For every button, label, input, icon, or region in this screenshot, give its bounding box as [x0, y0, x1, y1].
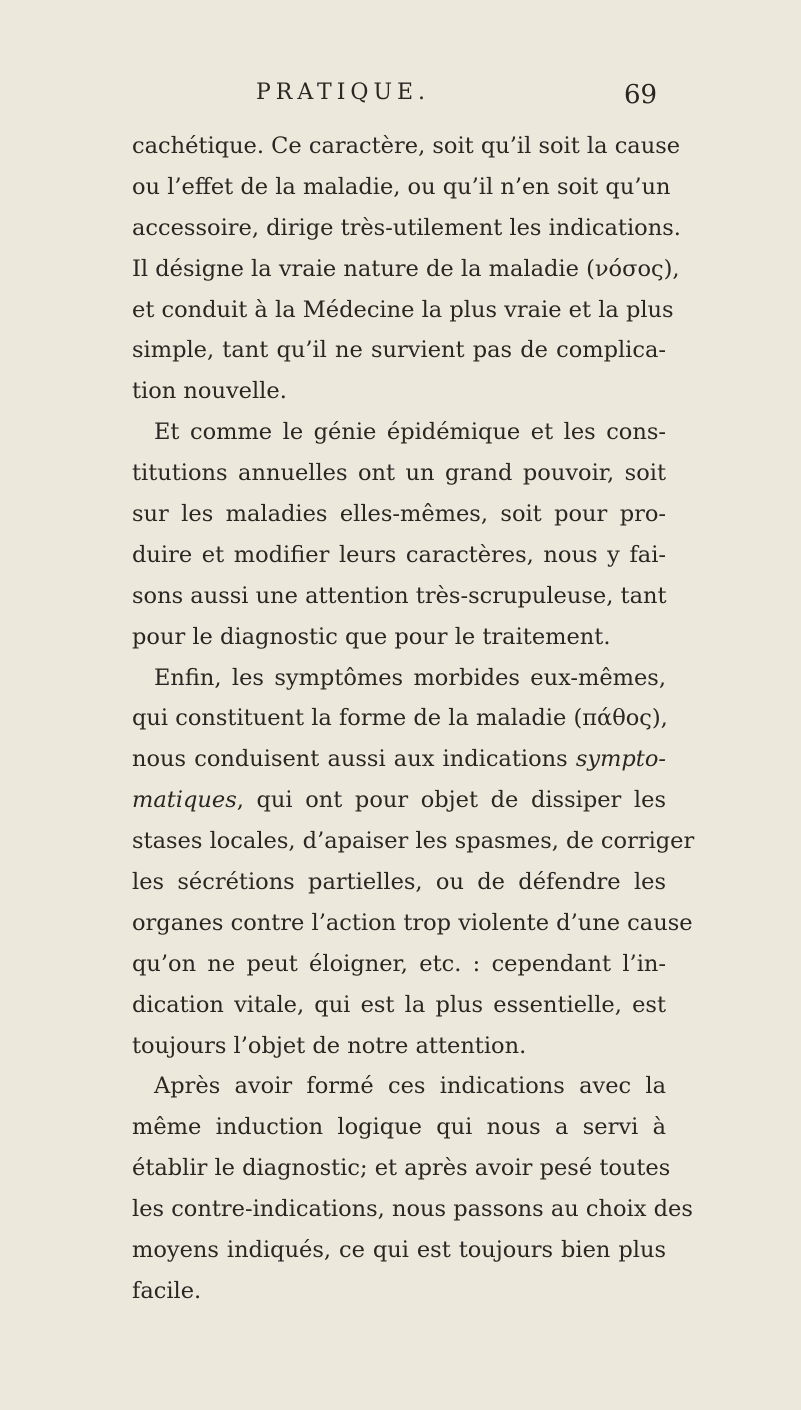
- text-line: titutions annuelles ont un grand pouvoir, soit: [132, 460, 666, 487]
- page-number: 69: [624, 80, 658, 110]
- text-line: Et comme le génie épidémique et les cons-: [154, 419, 666, 446]
- text-line: établir le diagnostic; et après avoir pesé toutes: [132, 1155, 671, 1182]
- text-line: [132, 780, 666, 821]
- italic-term: sympto-: [575, 746, 666, 773]
- text-line: et conduit à la Médecine la plus vraie et la plus: [132, 296, 674, 323]
- text-line: duire et modifier leurs caractères, nous y fai-: [132, 541, 666, 568]
- text-line: cachétique. Ce caractère, soit qu’il soit la cause: [132, 133, 681, 159]
- text-line: les contre-indications, nous passons au choix des: [132, 1196, 693, 1223]
- text-line: même induction logique qui nous a servi à: [132, 1114, 666, 1141]
- text-line: Après avoir formé ces indications avec la: [154, 1073, 666, 1100]
- text-line: tion nouvelle.: [132, 378, 287, 405]
- text-line: toujours l’objet de notre attention.: [132, 1032, 527, 1059]
- text-line: ou l’effet de la maladie, ou qu’il n’en soit qu’un: [132, 173, 671, 200]
- text-line: dication vitale, qui est la plus essentielle, est: [132, 991, 666, 1018]
- italic-term: matiques: [132, 787, 237, 814]
- text-segment: nous conduisent aussi aux indications: [132, 746, 576, 773]
- running-head: PRATIQUE.: [256, 80, 431, 105]
- text-line: accessoire, dirige très-utilement les indications.: [132, 214, 681, 241]
- text-line: qui constituent la forme de la maladie (πάθος),: [132, 705, 668, 732]
- text-line: organes contre l’action trop violente d’une cause: [132, 909, 693, 936]
- text-line: pour le diagnostic que pour le traitement.: [132, 623, 611, 650]
- text-line: moyens indiqués, ce qui est toujours bien plus: [132, 1237, 666, 1264]
- text-line: stases locales, d’apaiser les spasmes, de corriger: [132, 828, 695, 855]
- text-segment: , qui ont pour objet de dissiper les: [236, 787, 666, 814]
- text-line: simple, tant qu’il ne survient pas de complica-: [132, 337, 666, 364]
- text-line: [132, 739, 666, 780]
- text-line: Il désigne la vraie nature de la maladie (νόσος),: [132, 255, 680, 282]
- text-line: sons aussi une attention très-scrupuleuse, tant: [132, 582, 667, 609]
- text-line: Enfin, les symptômes morbides eux-mêmes,: [154, 664, 666, 691]
- text-line: qu’on ne peut éloigner, etc. : cependant l’in-: [132, 950, 666, 977]
- text-line: facile.: [132, 1277, 202, 1304]
- body-text: [132, 126, 695, 1312]
- text-line: les sécrétions partielles, ou de défendre les: [132, 869, 666, 896]
- text-line: sur les maladies elles-mêmes, soit pour pro-: [132, 501, 666, 528]
